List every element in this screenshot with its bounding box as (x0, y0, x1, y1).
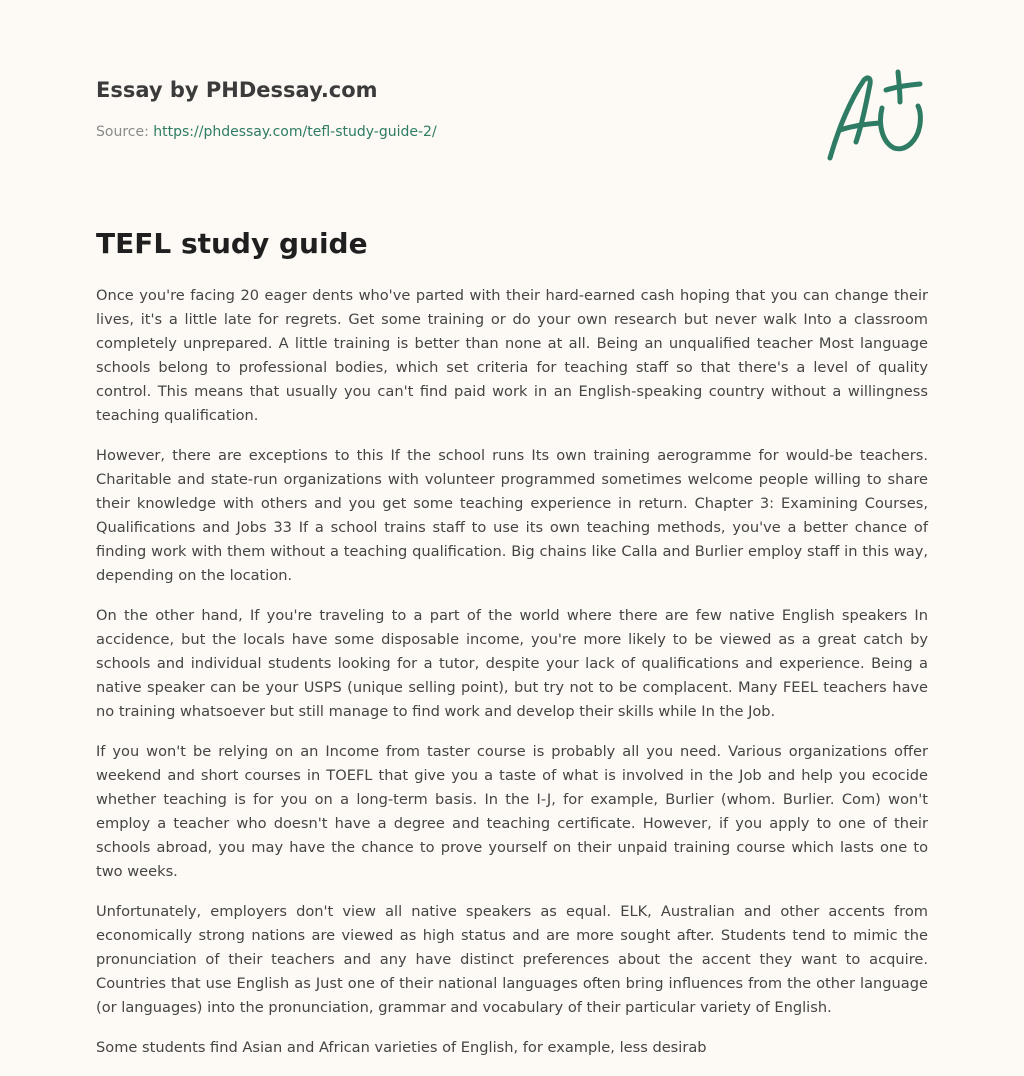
brand-title: Essay by PHDessay.com (96, 78, 378, 102)
source-label: Source: (96, 124, 154, 140)
paragraph: On the other hand, If you're traveling to a part of the world where there are few native English speakers In accidence, but the locals have some disposable income, you're more likely to be viewed as a great catch by schools and individual students looking for a tutor, despite your lack of qualifications and experience. Being a native speaker can be your USPS (unique selling point), but try not to be complacent. Many FEEL teachers have no training whatsoever but still manage to find work and develop their skills while In the Job. (96, 607, 928, 720)
article-body (96, 284, 928, 1076)
source-link[interactable]: https://phdessay.com/tefl-study-guide-2/ (153, 124, 437, 140)
paragraph: Some students find Asian and African varieties of English, for example, less desirab (96, 1039, 707, 1056)
paragraph: Once you're facing 20 eager dents who've parted with their hard-earned cash hoping that you can change their lives, it's a little late for regrets. Get some training or do your own research but never walk Into a classroom completely unprepared. A little training is better than none at all. Being an unqualified teacher Most language schools belong to professional bodies, which set criteria for teaching staff so that there's a level of quality control. This means that usually you can't find paid work in an English-speaking country without a willingness teaching qualification. (96, 287, 928, 424)
article-title: TEFL study guide (96, 227, 368, 260)
paragraph: Unfortunately, employers don't view all native speakers as equal. ELK, Australian and other accents from economically strong nations are viewed as high status and are more sought after. Students tend to mimic the pronunciation of their teachers and any have distinct preferences about the accent they want to acquire. Countries that use English as Just one of their national languages often bring influences from the other language (or languages) into the pronunciation, grammar and vocabulary of their particular variety of English. (96, 903, 928, 1016)
paragraph: However, there are exceptions to this If the school runs Its own training aerogramme for would-be teachers. Charitable and state-run organizations with volunteer programmed sometimes welcome people willing to share their knowledge with others and you get some teaching experience in return. Chapter 3: Examining Courses, Qualifications and Jobs 33 If a school trains staff to use its own teaching methods, you've a better chance of finding work with them without a teaching qualification. Big chains like Calla and Burlier employ staff in this way, depending on the location. (96, 447, 928, 584)
paragraph: If you won't be relying on an Income from taster course is probably all you need. Various organizations offer weekend and short courses in TOEFL that give you a taste of what is involved in the Job and help you ecocide whether teaching is for you on a long-term basis. In the I-J, for example, Burlier (whom. Burlier. Com) won't employ a teacher who doesn't have a degree and teaching certificate. However, if you apply to one of their schools abroad, you may have the chance to prove yourself on their unpaid training course which lasts one to two weeks. (96, 743, 928, 880)
header (96, 74, 796, 142)
a-plus-grade-icon (820, 68, 928, 164)
source-line (96, 122, 796, 142)
